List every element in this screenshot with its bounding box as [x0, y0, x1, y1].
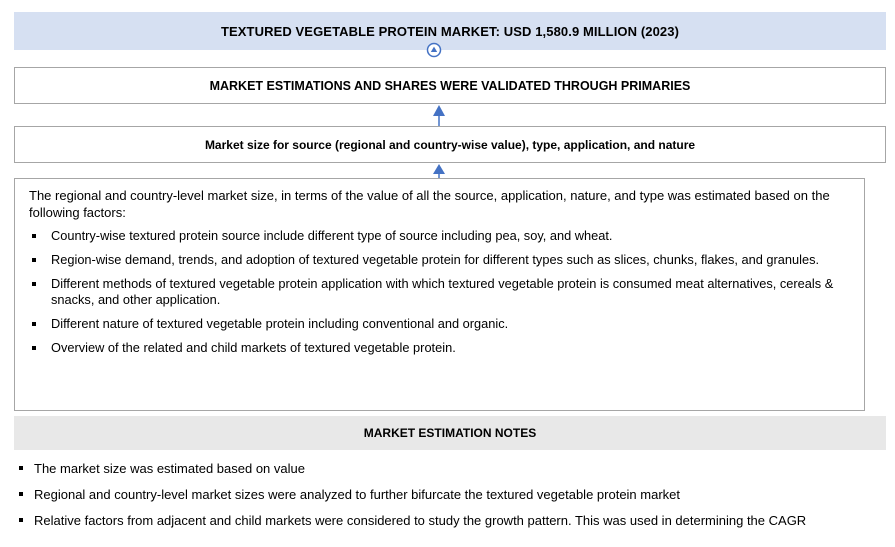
list-item: Region-wise demand, trends, and adoption of textured vegetable protein for different types such as slices, chunks, flakes, and granules. [29, 252, 850, 268]
list-item: Relative factors from adjacent and child markets were considered to study the growth pattern. This was used in determining the CAGR [14, 512, 886, 529]
list-item: Overview of the related and child markets of textured vegetable protein. [29, 340, 850, 356]
list-item: Different nature of textured vegetable protein including conventional and organic. [29, 316, 850, 332]
up-arrow-icon [431, 163, 447, 179]
list-item: Regional and country-level market sizes were analyzed to further bifurcate the textured vegetable protein market [14, 486, 886, 503]
list-item: Country-wise textured protein source include different type of source including pea, soy, and wheat. [29, 228, 850, 244]
market-title-banner [14, 12, 886, 50]
circle-up-arrow-icon [426, 42, 442, 58]
notes-heading [14, 416, 886, 450]
list-item: Different methods of textured vegetable protein application with which textured vegetable protein is consumed meat alternatives, cereals & snacks, and other application. [29, 276, 850, 308]
market-title: TEXTURED VEGETABLE PROTEIN MARKET: USD 1,580.9 MILLION (2023) [220, 23, 680, 39]
up-arrow-icon [431, 104, 447, 126]
notes-list [14, 460, 886, 538]
factors-intro: The regional and country-level market size, in terms of the value of all the source, application, nature, and type was estimated based on the following factors: [29, 188, 830, 220]
market-size-text: Market size for source (regional and country-wise value), type, application, and nature [204, 137, 696, 152]
notes-heading-text: MARKET ESTIMATION NOTES [363, 426, 537, 440]
validation-text: MARKET ESTIMATIONS AND SHARES WERE VALIDATED THROUGH PRIMARIES [209, 78, 691, 93]
list-item: The market size was estimated based on value [14, 460, 886, 477]
estimation-factors-box [14, 178, 865, 411]
factors-list [29, 228, 850, 356]
validation-box [14, 67, 886, 104]
market-size-box [14, 126, 886, 163]
